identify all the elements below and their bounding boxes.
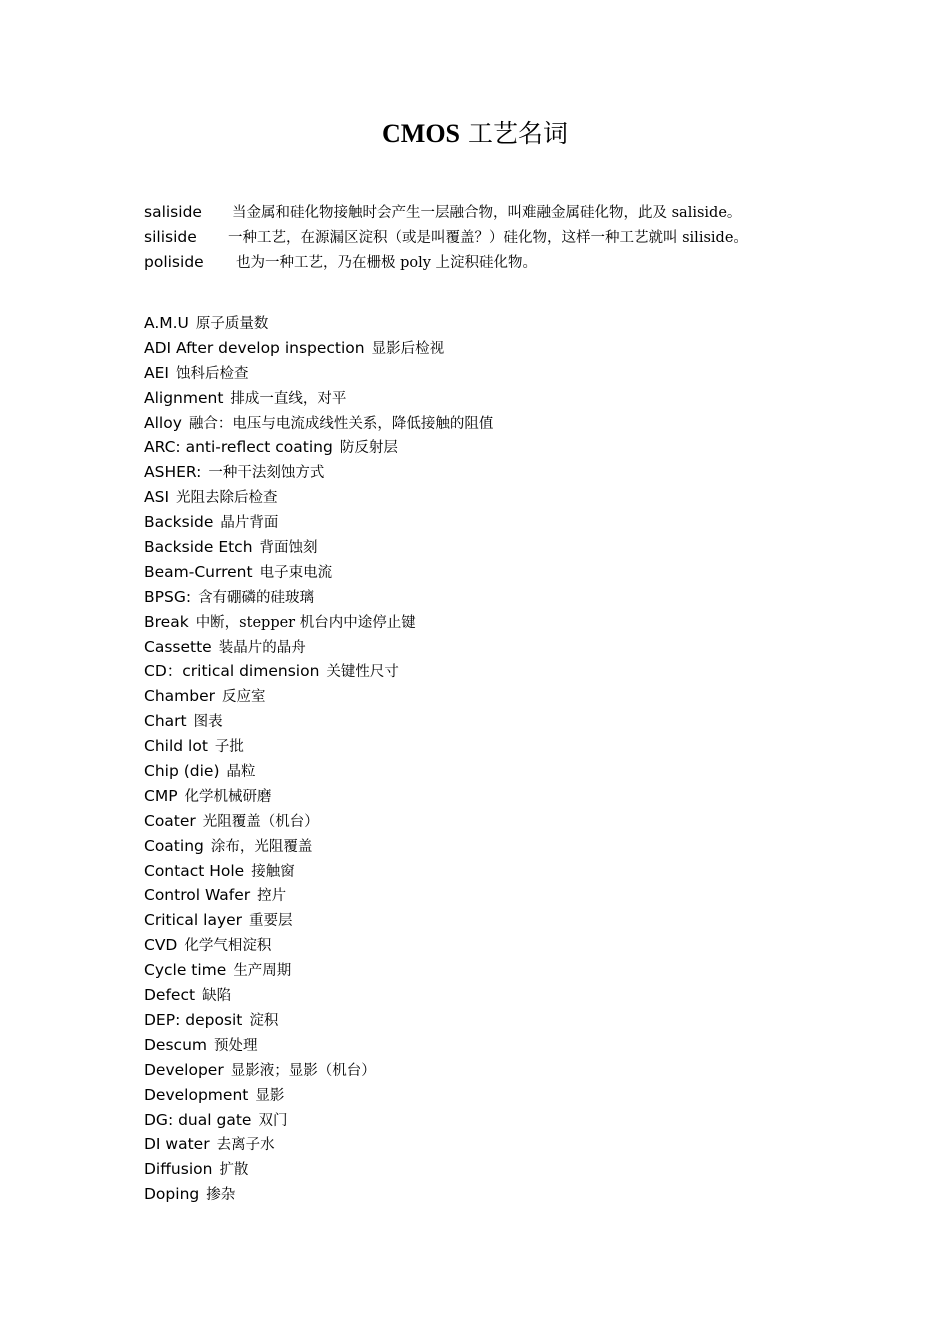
glossary-row (144, 834, 864, 859)
glossary-def: 涂布，光阻覆盖 (210, 838, 313, 855)
glossary-def: 蚀科后检查 (175, 365, 249, 382)
glossary-term: Coating (144, 836, 204, 855)
glossary-term: Critical layer (144, 911, 243, 930)
glossary-row (144, 734, 864, 759)
glossary-row (144, 460, 864, 485)
intro-def: 一种工艺，在源漏区淀积（或是叫覆盖？）硅化物，这样一种工艺就叫 siliside。 (228, 230, 748, 246)
glossary-term: Diffusion (144, 1160, 213, 1179)
glossary-row (144, 859, 864, 884)
glossary-row (144, 1108, 864, 1133)
glossary-row (144, 1132, 864, 1157)
intro-row (144, 225, 864, 250)
glossary-term: CMP (144, 786, 178, 805)
glossary-row (144, 1157, 864, 1182)
glossary-row (144, 983, 864, 1008)
glossary-term: Alloy (144, 413, 182, 432)
glossary-row (144, 1083, 864, 1108)
glossary-row (144, 1058, 864, 1083)
glossary-term: Cassette (144, 637, 212, 656)
glossary-row (144, 1008, 864, 1033)
glossary-def: 缺陷 (202, 988, 232, 1005)
glossary-def: 排成一直线，对平 (230, 390, 347, 407)
title-zh: 工艺名词 (467, 119, 568, 148)
glossary-term: CD：critical dimension (144, 662, 320, 681)
glossary-term: Coater (144, 811, 196, 830)
glossary-def: 光阻去除后检查 (176, 490, 278, 507)
glossary-row (144, 535, 864, 560)
glossary-term: Contact Hole (144, 861, 245, 880)
glossary-term: DG: dual gate (144, 1110, 252, 1129)
glossary-def: 控片 (257, 888, 287, 905)
glossary-def: 重要层 (249, 913, 293, 930)
intro-term: siliside (144, 228, 197, 246)
glossary-row (144, 684, 864, 709)
glossary-def: 子批 (214, 739, 244, 756)
glossary-term: DEP: deposit (144, 1010, 243, 1029)
glossary-term: AEI (144, 363, 169, 382)
glossary-def: 融合：电压与电流成线性关系，降低接触的阻值 (188, 415, 494, 432)
glossary-row (144, 1182, 864, 1207)
glossary-def: 晶粒 (226, 764, 256, 781)
glossary-def: 化学机械研磨 (184, 788, 272, 805)
glossary-term: Chart (144, 712, 187, 731)
glossary-term: ADI After develop inspection (144, 338, 365, 357)
glossary-term: Defect (144, 986, 196, 1005)
glossary-term: DI water (144, 1135, 210, 1154)
glossary-def: 接触窗 (251, 863, 295, 880)
page-title (0, 114, 950, 150)
glossary-term: Control Wafer (144, 886, 251, 905)
glossary-row (144, 386, 864, 411)
glossary-row (144, 809, 864, 834)
glossary-def: 显影后检视 (371, 340, 445, 357)
intro-row (144, 250, 864, 275)
glossary-term: Break (144, 612, 189, 631)
glossary-term: ASI (144, 488, 170, 507)
glossary-term: Beam-Current (144, 562, 253, 581)
glossary-def: 双门 (258, 1112, 288, 1129)
glossary-def: 掺杂 (206, 1187, 236, 1204)
glossary-def: 去离子水 (216, 1137, 275, 1154)
intro-row (144, 200, 864, 225)
glossary-def: 电子束电流 (259, 564, 333, 581)
glossary-term: BPSG: (144, 587, 192, 606)
glossary-def: 背面蚀刻 (259, 540, 318, 557)
glossary-def: 中断，stepper 机台内中途停止键 (195, 614, 416, 631)
glossary-def: 装晶片的晶舟 (218, 639, 306, 656)
glossary-term: ASHER: (144, 463, 202, 482)
glossary-def: 预处理 (214, 1037, 258, 1054)
glossary-term: A.M.U (144, 314, 189, 332)
glossary-term: Alignment (144, 388, 224, 407)
glossary-row (144, 883, 864, 908)
glossary-def: 晶片背面 (220, 515, 279, 532)
glossary-list (144, 311, 864, 1207)
glossary-row (144, 560, 864, 585)
glossary-row (144, 635, 864, 660)
glossary-term: Descum (144, 1035, 207, 1054)
glossary-row (144, 361, 864, 386)
intro-definitions (144, 200, 864, 275)
intro-def: 也为一种工艺，乃在栅极 poly 上淀积硅化物。 (236, 255, 538, 271)
glossary-row (144, 510, 864, 535)
glossary-row (144, 908, 864, 933)
glossary-term: Backside (144, 513, 214, 532)
glossary-term: Chip (die) (144, 762, 220, 781)
glossary-def: 淀积 (249, 1012, 279, 1029)
glossary-term: Chamber (144, 687, 215, 706)
glossary-term: CVD (144, 936, 178, 955)
glossary-row (144, 485, 864, 510)
glossary-row (144, 1033, 864, 1058)
glossary-row (144, 435, 864, 460)
glossary-def: 显影 (255, 1087, 285, 1104)
glossary-def: 原子质量数 (195, 316, 269, 332)
glossary-row (144, 311, 864, 336)
glossary-row (144, 659, 864, 684)
glossary-row (144, 411, 864, 436)
intro-term: saliside (144, 203, 202, 221)
intro-term: poliside (144, 253, 204, 271)
glossary-term: Backside Etch (144, 538, 253, 557)
glossary-def: 关键性尺寸 (326, 664, 399, 681)
title-en: CMOS (382, 119, 461, 148)
glossary-def: 显影液；显影（机台） (230, 1062, 376, 1079)
glossary-row (144, 610, 864, 635)
glossary-def: 化学气相淀积 (184, 938, 272, 955)
glossary-def: 扩散 (219, 1162, 249, 1179)
glossary-term: Development (144, 1085, 249, 1104)
glossary-row (144, 784, 864, 809)
glossary-row (144, 709, 864, 734)
glossary-def: 光阻覆盖（机台） (202, 813, 319, 830)
glossary-term: Doping (144, 1185, 200, 1204)
intro-def: 当金属和硅化物接触时会产生一层融合物，叫难融金属硅化物，此及 saliside。 (232, 205, 742, 221)
glossary-term: ARC: anti-reflect coating (144, 438, 333, 457)
glossary-def: 反应室 (222, 689, 266, 706)
glossary-term: Developer (144, 1060, 224, 1079)
glossary-def: 生产周期 (233, 963, 292, 980)
glossary-term: Cycle time (144, 961, 227, 980)
glossary-def: 一种干法刻蚀方式 (208, 465, 325, 482)
glossary-def: 防反射层 (339, 440, 398, 457)
glossary-row (144, 958, 864, 983)
glossary-row (144, 759, 864, 784)
glossary-row (144, 336, 864, 361)
glossary-term: Child lot (144, 737, 208, 756)
glossary-row (144, 585, 864, 610)
glossary-row (144, 933, 864, 958)
glossary-def: 图表 (193, 714, 223, 731)
glossary-def: 含有硼磷的硅玻璃 (198, 589, 315, 606)
